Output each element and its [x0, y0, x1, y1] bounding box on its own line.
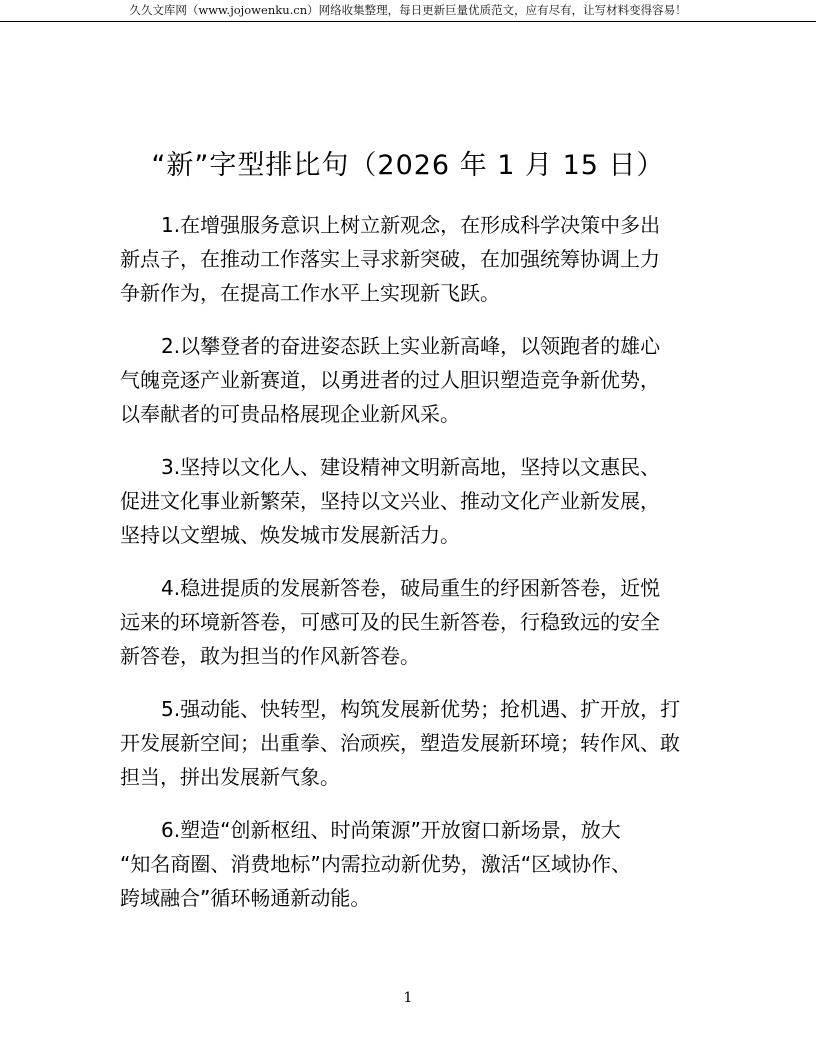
paragraph-3 [120, 450, 700, 552]
paragraph-line: 4.稳进提质的发展新答卷，破局重生的纾困新答卷，近悦 [161, 576, 661, 600]
paragraph-line: 以奉献者的可贵品格展现企业新风采。 [120, 402, 460, 426]
page-number: 1 [403, 990, 413, 1006]
paragraph-line: 气魄竞逐产业新赛道，以勇进者的过人胆识塑造竞争新优势， [120, 368, 660, 392]
paragraph-line: 促进文化事业新繁荣，坚持以文兴业、推动文化产业新发展， [120, 489, 660, 513]
paragraph-1 [120, 208, 700, 310]
paragraph-2 [120, 329, 700, 431]
paragraph-line: 坚持以文塑城、焕发城市发展新活力。 [120, 523, 460, 547]
paragraph-line: 争新作为，在提高工作水平上实现新飞跃。 [120, 281, 500, 305]
paragraph-line: 跨域融合”循环畅通新动能。 [120, 886, 371, 910]
paragraph-line: 开发展新空间；出重拳、治顽疾，塑造发展新环境；转作风、敢 [120, 731, 680, 755]
paragraph-line: 新答卷，敢为担当的作风新答卷。 [120, 644, 420, 668]
paragraph-line: 担当，拼出发展新气象。 [120, 765, 340, 789]
paragraph-6 [120, 813, 700, 915]
document-title: “新”字型排比句（2026 年 1 月 15 日） [151, 150, 665, 181]
paragraph-line: 2.以攀登者的奋进姿态跃上实业新高峰，以领跑者的雄心 [161, 334, 661, 358]
paragraph-line: 5.强动能、快转型，构筑发展新优势；抢机遇、扩开放，打 [161, 697, 681, 721]
paragraph-4 [120, 571, 700, 673]
paragraph-line: 新点子，在推动工作落实上寻求新突破，在加强统筹协调上力 [120, 247, 660, 271]
header-note: 久久文库网（www.jojowenku.cn）网络收集整理，每日更新巨量优质范文，应有尽有，让写材料变得容易！ [129, 3, 687, 17]
paragraph-5 [120, 692, 700, 794]
paragraph-line: 3.坚持以文化人、建设精神文明新高地，坚持以文惠民、 [161, 455, 661, 479]
paragraph-line: 远来的环境新答卷，可感可及的民生新答卷，行稳致远的安全 [120, 610, 660, 634]
document-body [120, 208, 700, 934]
paragraph-line: 6.塑造“创新枢纽、时尚策源”开放窗口新场景，放大 [161, 818, 621, 842]
paragraph-line: “知名商圈、消费地标”内需拉动新优势，激活“区域协作、 [120, 852, 632, 876]
header-divider [0, 21, 816, 22]
paragraph-line: 1.在增强服务意识上树立新观念，在形成科学决策中多出 [161, 213, 661, 237]
